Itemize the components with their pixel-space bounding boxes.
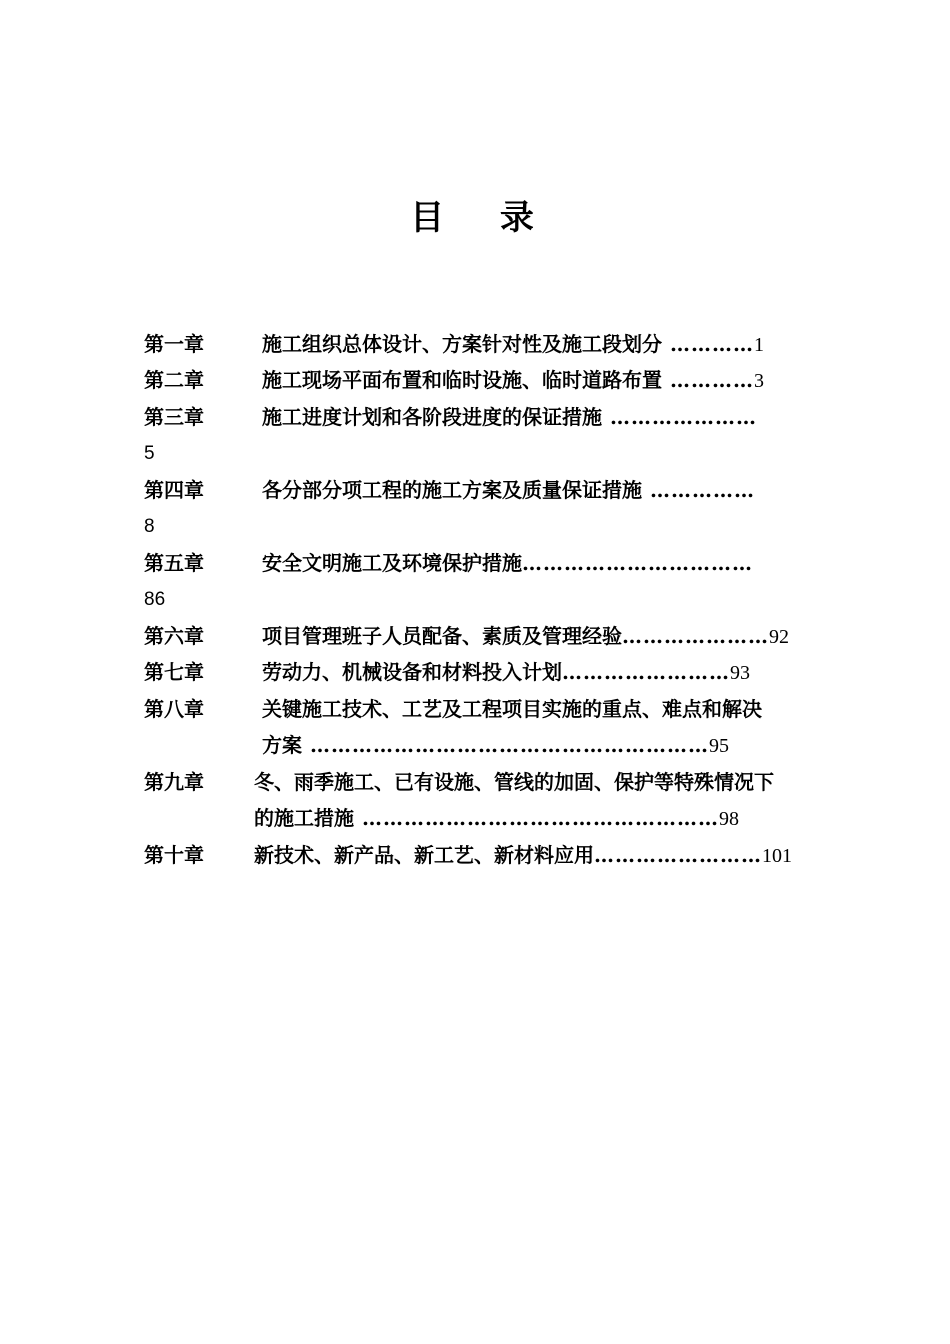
toc-page-number: 93 [730,662,750,684]
toc-page-number: 95 [708,735,729,757]
toc-leader: ………… [662,332,754,356]
toc-entry-title: 各分部分项工程的施工方案及质量保证措施 [262,478,642,502]
toc-entry-text [262,659,750,686]
toc-entry-title-cont: 方案 [262,733,302,757]
toc-entry-title: 施工进度计划和各阶段进度的保证措施 [262,405,602,429]
toc-entry-text [262,477,755,503]
toc-page-number: 3 [753,370,764,392]
toc-entry-title: 项目管理班子人员配备、素质及管理经验 [262,624,622,648]
toc-chapter-label: 第十章 [144,843,204,867]
toc-entry-text [262,367,764,394]
toc-page-number: 8 [144,516,155,537]
toc-chapter-label: 第九章 [144,770,204,794]
toc-entry-text [262,623,789,650]
toc-leader: …………………… [594,843,762,867]
toc-entry-text [262,732,729,759]
toc-chapter-label: 第三章 [144,405,204,429]
toc-chapter-label: 第六章 [144,624,204,648]
toc-entry-title-cont: 的施工措施 [254,806,354,830]
toc-leader: ………… [662,368,754,392]
toc-chapter-label: 第四章 [144,478,204,502]
toc-entry-title: 安全文明施工及环境保护措施 [262,551,522,575]
toc-chapter-label: 第七章 [144,660,204,684]
toc-page-number: 5 [144,443,155,464]
toc-entry-text [262,550,753,576]
toc-entry-text [262,331,764,358]
toc-entry-title: 关键施工技术、工艺及工程项目实施的重点、难点和解决 [262,697,762,721]
toc-leader: …………………………… [522,551,753,575]
toc-title: 目 录 [410,198,556,238]
toc-leader: …………… [642,478,755,502]
toc-chapter-label: 第二章 [144,368,204,392]
toc-entry-title: 劳动力、机械设备和材料投入计划 [262,660,562,684]
toc-entry-text [254,842,792,869]
toc-chapter-label: 第八章 [144,697,204,721]
toc-page-number: 1 [753,334,764,356]
toc-page-number: 86 [144,589,166,610]
toc-leader: ………………… [602,405,757,429]
toc-entry-text [262,404,757,430]
toc-page-number: 92 [769,626,789,648]
toc-entry-title: 施工现场平面布置和临时设施、临时道路布置 [262,368,662,392]
toc-leader: ………………… [622,624,769,648]
toc-entry-title: 施工组织总体设计、方案针对性及施工段划分 [262,332,662,356]
toc-chapter-label: 第五章 [144,551,204,575]
toc-leader: …………………… [562,660,730,684]
toc-leader: ………………………………………………… [302,733,709,757]
toc-chapter-label: 第一章 [144,332,204,356]
toc-leader: …………………………………………… [354,806,719,830]
toc-entry-title: 新技术、新产品、新工艺、新材料应用 [254,843,594,867]
toc-entry-text [254,805,739,832]
toc-page-number: 101 [762,845,792,867]
toc-entry-title: 冬、雨季施工、已有设施、管线的加固、保护等特殊情况下 [254,770,774,794]
toc-page-number: 98 [718,808,739,830]
